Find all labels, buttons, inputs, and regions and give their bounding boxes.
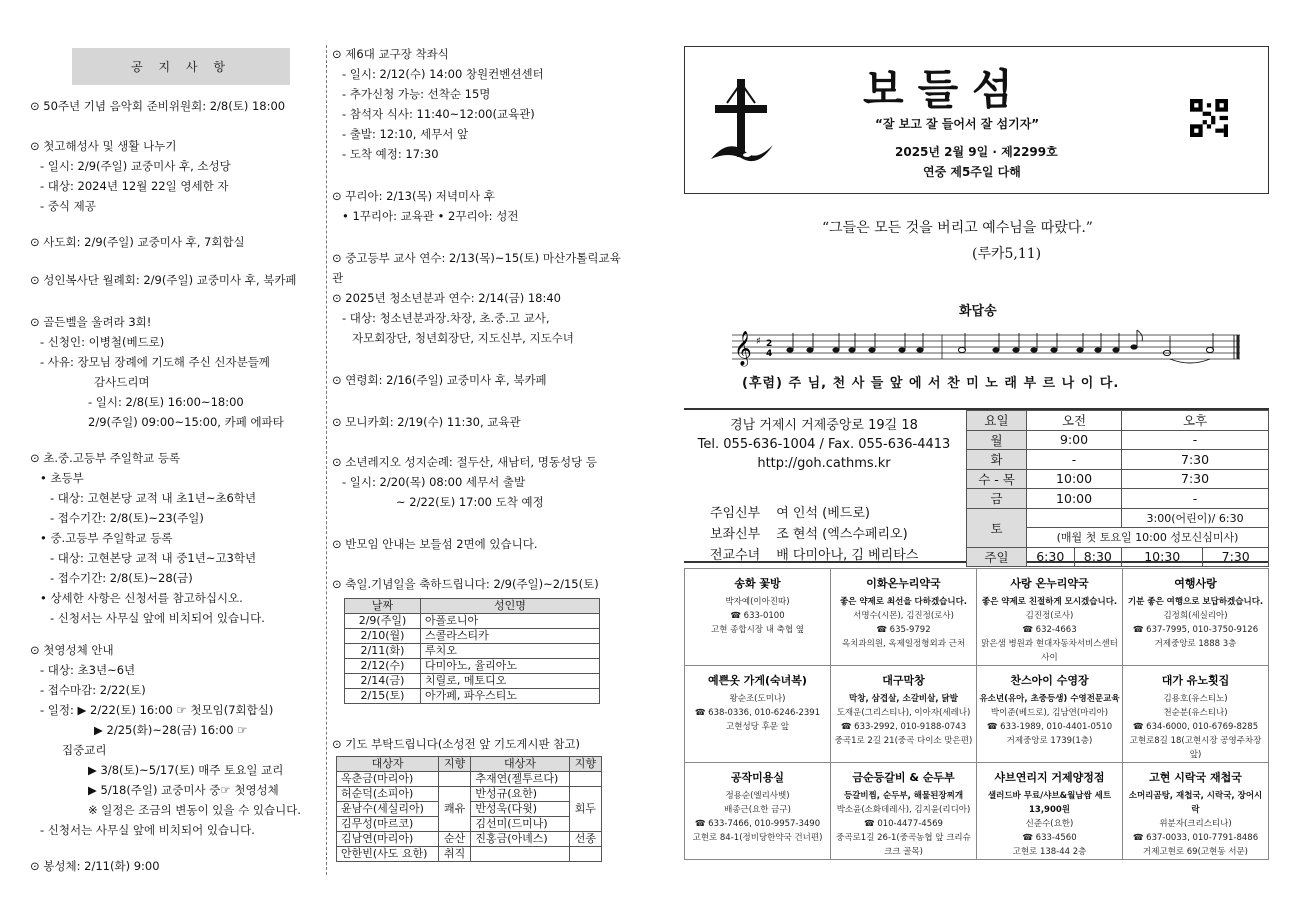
sponsor-detail: 고현로8길 18(고현시장 공영주차장 앞): [1129, 736, 1262, 760]
notice-detail: - 일정: ▶ 2/22(토) 16:00 ☞ 첫모임(7회합실): [40, 703, 274, 717]
qr-code-icon[interactable]: [1190, 99, 1228, 137]
notice-column: [30, 0, 320, 919]
sched-day: 수 - 목: [967, 469, 1027, 489]
psalm-lyrics: (후렴) 주 님, 천 사 들 앞 에 서 찬 미 노 래 부 르 나 이 다.: [742, 376, 1120, 391]
notice-detail: - 중식 제공: [40, 199, 96, 213]
clergy-role: 전교수녀: [710, 548, 761, 563]
prayer-person: 진홍금(아녜스): [471, 832, 569, 847]
notice-detail: ▶ 2/25(화)~28(금) 16:00 ☞: [94, 723, 248, 737]
prayer-person: 김무성(마르코): [337, 817, 439, 832]
sponsor-name: 대가 유노횟집: [1161, 674, 1230, 687]
sun-time: 8:30: [1074, 547, 1122, 567]
sponsor-name: 이화온누리약국: [866, 577, 941, 590]
sched-am: 10:00: [1027, 469, 1122, 489]
prayer-person: [471, 847, 569, 862]
liturgical-sunday: 연중 제5주일 다해: [923, 165, 1021, 179]
table-row: [345, 674, 600, 689]
prayer-person: 김선미(드미나): [471, 817, 569, 832]
notice-heading: ⊙ 첫영성체 안내: [30, 640, 320, 660]
cross-logo-icon: [707, 75, 777, 175]
notice-detail: - 대상: 청소년분과장.차장, 초.중.고 교사,: [342, 311, 550, 325]
prayer-request-table: [336, 756, 602, 862]
sponsor-tagline: 샐러드바 무료/샤브&월남쌈 세트 13,900원: [987, 791, 1112, 815]
sched-header: 오전: [1027, 411, 1122, 431]
prayer-person: 추재연(젤투르다): [471, 772, 569, 787]
feast-saint: 치릴로, 메토디오: [421, 674, 600, 689]
sponsor-name: 송화 꽃방: [734, 577, 781, 590]
feast-saint: 다미아노, 율리아노: [421, 659, 600, 674]
notice-item: [30, 312, 320, 432]
motto: “잘 보고 잘 들어서 잘 섬기자”: [875, 117, 1040, 131]
sponsor-name: 공작미용실: [730, 771, 785, 784]
notice-detail: - 대상: 초3년~6년: [40, 663, 136, 677]
table-header: 성인명: [421, 599, 600, 614]
notice-item: [332, 452, 622, 512]
notice-item: [30, 96, 320, 116]
sponsor-detail: 김용호(유스티노): [1163, 694, 1228, 704]
sched-pm: 7:30: [1122, 469, 1269, 489]
sponsor-tagline: 소머리곰탕, 재첩국, 시락국, 장어시락: [1128, 791, 1263, 815]
notice-detail: - 접수기간: 2/8(토)~28(금): [50, 571, 193, 585]
notice-heading: ⊙ 50주년 기념 음악회 준비위원회: 2/8(토) 18:00: [30, 96, 320, 116]
notice-detail: - 도착 예정: 17:30: [342, 147, 439, 161]
notice-heading: ⊙ 소년레지오 성지순례: 절두산, 새남터, 명동성당 등: [332, 452, 622, 472]
sat-note: (매월 첫 토요일 10:00 성모신심미사): [1027, 528, 1269, 548]
notice-item: [30, 136, 320, 216]
feast-saint: 아가페, 파우스티노: [421, 689, 600, 704]
notice-detail: - 신청인: 이병철(베드로): [40, 335, 165, 349]
sponsor-detail: 옥치과의원, 옥제일정형외과 근처: [841, 639, 966, 649]
sched-header: 요일: [967, 411, 1027, 431]
prayer-person: 반성욱(다윗): [471, 802, 569, 817]
parish-info: [684, 408, 1269, 563]
prayer-person: 윤남수(세실리아): [337, 802, 439, 817]
sponsor-detail: ☎ 633-7466, 010-9957-3490: [694, 819, 821, 829]
table-header: 대상자: [337, 757, 439, 772]
clergy-role: 주임신부: [710, 506, 761, 521]
notice-detail: - 일시: 2/12(수) 14:00 창원컨벤션센터: [342, 67, 544, 81]
notice-detail: 집중교리: [62, 743, 107, 757]
table-row: [345, 644, 600, 659]
prayer-person: 안한빈(사도 요한): [337, 847, 439, 862]
sponsor-name: 찬스아이 수영장: [1010, 674, 1089, 687]
table-row: [345, 614, 600, 629]
sponsor-name: 여행사랑: [1174, 577, 1217, 590]
table-row: [337, 787, 602, 802]
prayer-person: 옥춘금(마리아): [337, 772, 439, 787]
issue-date: 2025년 2월 9일 · 제2299호: [895, 145, 1058, 159]
sponsor-detail: 고현로 138-44 2층: [1012, 847, 1087, 857]
sponsor-detail: 박소윤(소화데레사), 김지윤(리디아): [836, 805, 971, 815]
column-divider: [326, 45, 327, 875]
notice-item: [30, 232, 320, 252]
feast-date: 2/11(화): [345, 644, 421, 659]
sponsor-detail: ☎ 633-1989, 010-4401-0510: [986, 722, 1113, 732]
sched-day: 금: [967, 489, 1027, 509]
notice-detail: 자모회장단, 청년회장단, 지도신부, 지도수녀: [352, 331, 574, 345]
notice-item: [30, 448, 320, 628]
sponsor-detail: 중곡1로 2길 21(중곡 다이소 맞은편): [834, 736, 973, 746]
notice-item: [332, 44, 622, 164]
sponsor-detail: 천순분(유스티나): [1163, 708, 1228, 718]
bulletin-title: 보들섬: [863, 65, 1027, 114]
notice-heading: ⊙ 2025년 청소년분과 연수: 2/14(금) 18:40: [332, 288, 622, 308]
notice-item: [332, 186, 622, 226]
notice-detail: ~ 2/22(토) 17:00 도착 예정: [396, 495, 544, 509]
notice-item: [332, 370, 622, 390]
sponsor-tagline: 좋은 약제로 최선을 다하겠습니다.: [839, 597, 968, 607]
svg-text:4: 4: [766, 349, 773, 359]
sponsor-detail: 고현성당 후문 앞: [726, 722, 789, 732]
sponsor-detail: ☎ 635-9792: [876, 625, 931, 635]
table-row: [337, 772, 602, 787]
sponsor-name: 사랑 온누리약국: [1010, 577, 1089, 590]
sponsor-ad: [831, 666, 977, 763]
notice-detail: • 1꾸리아: 교육관 • 2꾸리아: 성전: [342, 209, 519, 223]
svg-text:♯: ♯: [756, 336, 761, 347]
table-header: 지향: [439, 757, 471, 772]
sponsor-ad: [1123, 569, 1269, 666]
sponsor-ads: [684, 568, 1269, 860]
prayer-person: 김남연(마리아): [337, 832, 439, 847]
feast-date: 2/14(금): [345, 674, 421, 689]
table-row: [337, 847, 602, 862]
notice-detail: - 일시: 2/9(주일) 교중미사 후, 소성당: [40, 159, 231, 173]
prayer-person: 반성규(요한): [471, 787, 569, 802]
sponsor-tagline: 좋은 약제로 친절하게 모시겠습니다.: [981, 597, 1118, 607]
notice-heading: ⊙ 초.중.고등부 주일학교 등록: [30, 448, 320, 468]
table-header: 날짜: [345, 599, 421, 614]
notice-detail: - 접수마감: 2/22(토): [40, 683, 146, 697]
sched-am: 9:00: [1027, 430, 1122, 450]
notice-detail: - 일시: 2/8(토) 16:00~18:00: [88, 395, 244, 409]
middle-column: [332, 0, 622, 919]
sched-day: 주일: [967, 547, 1027, 567]
prayer-intention: [569, 847, 601, 862]
notice-detail: - 대상: 고현본당 교적 내 초1년~초6학년: [50, 491, 257, 505]
notice-detail: • 중.고등부 주일학교 등록: [40, 531, 173, 545]
sponsor-detail: ☎ 634-6000, 010-6769-8285: [1132, 722, 1259, 732]
sponsor-ad: [685, 666, 831, 763]
clergy-list: [708, 502, 934, 567]
sponsor-detail: 김정희(세실리아): [1163, 611, 1228, 621]
feast-date: 2/9(주일): [345, 614, 421, 629]
clergy-name: 배 다미아나, 김 베리타스: [776, 548, 919, 563]
notice-detail: - 참석자 식사: 11:40~12:00(교육관): [342, 107, 535, 121]
clergy-role: 보좌신부: [710, 527, 761, 542]
notice-detail: ※ 일정은 조금의 변동이 있을 수 있습니다.: [88, 803, 301, 817]
notice-detail: - 신청서는 사무실 앞에 비치되어 있습니다.: [50, 611, 265, 625]
prayer-intention: 쾌유: [439, 787, 471, 832]
notice-item: [332, 534, 622, 554]
sponsor-detail: 박자예(이아진따): [725, 597, 790, 607]
notice-heading: ⊙ 봉성체: 2/11(화) 9:00: [30, 856, 320, 876]
sun-time: 6:30: [1027, 547, 1075, 567]
sponsor-detail: ☎ 633-0100: [730, 611, 785, 621]
notice-heading: ⊙ 중고등부 교사 연수: 2/13(목)~15(토) 마산가톨릭교육관: [332, 248, 622, 288]
sponsor-detail: ☎ 633-2992, 010-9188-0743: [840, 722, 967, 732]
sponsor-detail: ☎ 637-7995, 010-3750-9126: [1132, 625, 1259, 635]
sched-pm: -: [1122, 430, 1269, 450]
notice-detail: - 대상: 2024년 12월 22일 영세한 자: [40, 179, 229, 193]
notice-item: [332, 734, 622, 754]
prayer-intention: 순산: [439, 832, 471, 847]
sponsor-detail: 왕순조(도미나): [729, 694, 786, 704]
sponsor-detail: 고현로 84-1(정비당한약국 건너편): [692, 833, 823, 843]
sponsor-ad: [977, 763, 1123, 860]
table-header: 지향: [569, 757, 601, 772]
sponsor-detail: 맑은샘 병원과 현대자동차서비스센터 사이: [981, 639, 1118, 663]
sched-am: -: [1027, 450, 1122, 470]
sun-time: 7:30: [1203, 547, 1269, 567]
feast-day-table: [344, 598, 600, 704]
feast-saint: 루치오: [421, 644, 600, 659]
sched-am: 10:00: [1027, 489, 1122, 509]
sponsor-tagline: 등갈비찜, 순두부, 해물된장찌개: [843, 791, 964, 801]
notice-title: 공 지 사 항: [72, 48, 290, 85]
notice-item: [332, 412, 622, 432]
sponsor-detail: 거제중앙로 1739(1층): [1006, 736, 1093, 746]
prayer-person: 허순덕(소피아): [337, 787, 439, 802]
sponsor-detail: 박이준(베드로), 김남연(마리아): [990, 708, 1109, 718]
sponsor-name: 고현 시락국 재첩국: [1149, 771, 1242, 784]
clergy-name: 조 현석 (엑스수페리오): [776, 527, 908, 542]
sponsor-name: 대구막창: [882, 674, 925, 687]
sched-pm: 7:30: [1122, 450, 1269, 470]
sponsor-ad: [977, 666, 1123, 763]
sched-header: 오후: [1122, 411, 1269, 431]
sponsor-detail: 거제중앙로 1888 3층: [1154, 639, 1237, 649]
table-row: [337, 832, 602, 847]
prayer-intention: [569, 772, 601, 787]
notice-detail: ▶ 3/8(토)~5/17(토) 매주 토요일 교리: [88, 763, 284, 777]
notice-heading: ⊙ 제6대 교구장 착좌식: [332, 44, 622, 64]
sponsor-tagline: 유소년(유아, 초중등생) 수영전문교육: [979, 694, 1120, 704]
notice-detail: - 추가신청 가능: 선착순 15명: [342, 87, 491, 101]
prayer-intention: 선종: [569, 832, 601, 847]
address: 경남 거제시 거제중앙로 19길 18: [730, 418, 918, 433]
sponsor-detail: 정용순(엘리사벳): [725, 791, 790, 801]
notice-heading: ⊙ 첫고해성사 및 생활 나누기: [30, 136, 320, 156]
sponsor-detail: ☎ 633-4560: [1022, 833, 1077, 843]
sponsor-name: 금순등갈비 & 순두부: [852, 771, 955, 784]
notice-detail: • 초등부: [40, 471, 84, 485]
sponsor-detail: ☎ 010-4477-4569: [864, 819, 943, 829]
table-row: [345, 629, 600, 644]
notice-heading: ⊙ 골든벨을 울려라 3회!: [30, 312, 320, 332]
sched-pm: 3:00(어린이)/ 6:30: [1122, 508, 1269, 528]
sched-am: [1027, 508, 1122, 528]
notice-detail: 감사드리며: [94, 375, 150, 389]
sched-day: 월: [967, 430, 1027, 450]
sponsor-detail: 중곡로1길 26-1(중곡농협 앞 크리슈크크 골목): [836, 833, 971, 857]
sched-day: 화: [967, 450, 1027, 470]
notice-heading: ⊙ 반모임 안내는 보들섬 2면에 있습니다.: [332, 534, 622, 554]
sun-time: 10:30: [1122, 547, 1203, 567]
notice-item: [30, 640, 320, 840]
sponsor-tagline: 기분 좋은 여행으로 보답하겠습니다.: [1127, 597, 1264, 607]
sponsor-name: 샤브연리지 거제양정점: [994, 771, 1105, 784]
sponsor-detail: ☎ 638-0336, 010-6246-2391: [694, 708, 821, 718]
notice-detail: - 일시: 2/20(목) 08:00 세무서 출발: [342, 475, 526, 489]
sponsor-ad: [685, 763, 831, 860]
sponsor-detail: ☎ 632-4663: [1022, 625, 1077, 635]
notice-heading: ⊙ 연령회: 2/16(주일) 교중미사 후, 북카페: [332, 370, 622, 390]
website-link[interactable]: http://goh.cathms.kr: [757, 456, 891, 471]
sponsor-detail: 신준수(요한): [1025, 819, 1074, 829]
sponsor-ad: [831, 763, 977, 860]
sponsor-detail: 서명수(시몬), 김진정(로사): [853, 611, 954, 621]
sponsor-detail: 배종근(요한 금구): [724, 805, 791, 815]
notice-detail: - 신청서는 사무실 앞에 비치되어 있습니다.: [40, 823, 255, 837]
sponsor-ad: [1123, 666, 1269, 763]
feast-date: 2/15(토): [345, 689, 421, 704]
notice-heading: ⊙ 축일.기념일을 축하드립니다: 2/9(주일)~2/15(토): [332, 574, 622, 594]
feast-saint: 아폴로니아: [421, 614, 600, 629]
sponsor-detail: 도재운(그리스티나), 이아자(세레나): [836, 708, 971, 718]
gospel-reference: (루카5,11): [972, 246, 1042, 262]
notice-heading: ⊙ 꾸리아: 2/13(목) 저녁미사 후: [332, 186, 622, 206]
mass-schedule: [966, 410, 1269, 567]
bulletin-column: [684, 0, 1269, 919]
prayer-intention: [439, 772, 471, 787]
sponsor-ad: [1123, 763, 1269, 860]
sponsor-ad: [977, 569, 1123, 666]
sponsor-name: 예쁜옷 가게(숙녀복): [708, 674, 807, 687]
notice-heading: ⊙ 성인복사단 월례회: 2/9(주일) 교중미사 후, 북카페: [30, 270, 320, 290]
table-row: [345, 689, 600, 704]
notice-detail: • 상세한 사항은 신청서를 참고하십시오.: [40, 591, 243, 605]
sponsor-detail: 김진정(로사): [1025, 611, 1074, 621]
sched-pm: -: [1122, 489, 1269, 509]
contact-block: [684, 416, 964, 473]
sponsor-ad: [685, 569, 831, 666]
feast-date: 2/10(월): [345, 629, 421, 644]
notice-detail: - 대상: 고현본당 교적 내 중1년~고3학년: [50, 551, 257, 565]
notice-detail: - 출발: 12:10, 세무서 앞: [342, 127, 469, 141]
feast-date: 2/12(수): [345, 659, 421, 674]
notice-item: [332, 248, 622, 288]
prayer-intention: 회두: [569, 787, 601, 832]
music-score: [732, 325, 1242, 369]
prayer-intention: 취직: [439, 847, 471, 862]
sponsor-tagline: 막창, 삼겹살, 소갈비살, 닭발: [849, 694, 958, 704]
notice-heading: ⊙ 모니카회: 2/19(수) 11:30, 교육관: [332, 412, 622, 432]
notice-detail: ▶ 5/18(주일) 교중미사 중☞ 첫영성체: [88, 783, 279, 797]
table-header: 대상자: [471, 757, 569, 772]
feast-saint: 스콜라스티카: [421, 629, 600, 644]
notice-item: [30, 856, 320, 876]
clergy-name: 여 인석 (베드로): [776, 506, 870, 521]
notice-detail: - 접수기간: 2/8(토)~23(주일): [50, 511, 204, 525]
notice-heading: ⊙ 기도 부탁드립니다(소성전 앞 기도게시판 참고): [332, 734, 622, 754]
sponsor-detail: 위분자(크리스티나): [1159, 819, 1232, 829]
sponsor-detail: ☎ 637-0033, 010-7791-8486: [1132, 833, 1259, 843]
treble-clef-icon: 𝄞: [734, 331, 752, 366]
notice-heading: ⊙ 사도회: 2/9(주일) 교중미사 후, 7회합실: [30, 232, 320, 252]
sponsor-detail: 거제고현로 69(고현동 서문): [1143, 847, 1248, 857]
psalm-title: 화답송: [959, 304, 997, 319]
notice-item: [332, 574, 622, 594]
sponsor-detail: 고현 종합시장 내 축협 옆: [711, 625, 804, 635]
svg-text:2: 2: [766, 339, 773, 349]
masthead: [684, 46, 1269, 194]
sched-day: 토: [967, 508, 1027, 547]
notice-detail: - 사유: 장모님 장례에 기도해 주신 신자분들께: [40, 355, 270, 369]
table-row: [345, 659, 600, 674]
gospel-quote: “그들은 모든 것을 버리고 예수님을 따랐다.”: [822, 220, 1093, 236]
notice-item: [30, 270, 320, 290]
phone-fax: Tel. 055-636-1004 / Fax. 055-636-4413: [697, 437, 951, 452]
notice-item: [332, 288, 622, 348]
sponsor-ad: [831, 569, 977, 666]
notice-detail: 2/9(주일) 09:00~15:00, 카페 에파타: [88, 415, 284, 429]
